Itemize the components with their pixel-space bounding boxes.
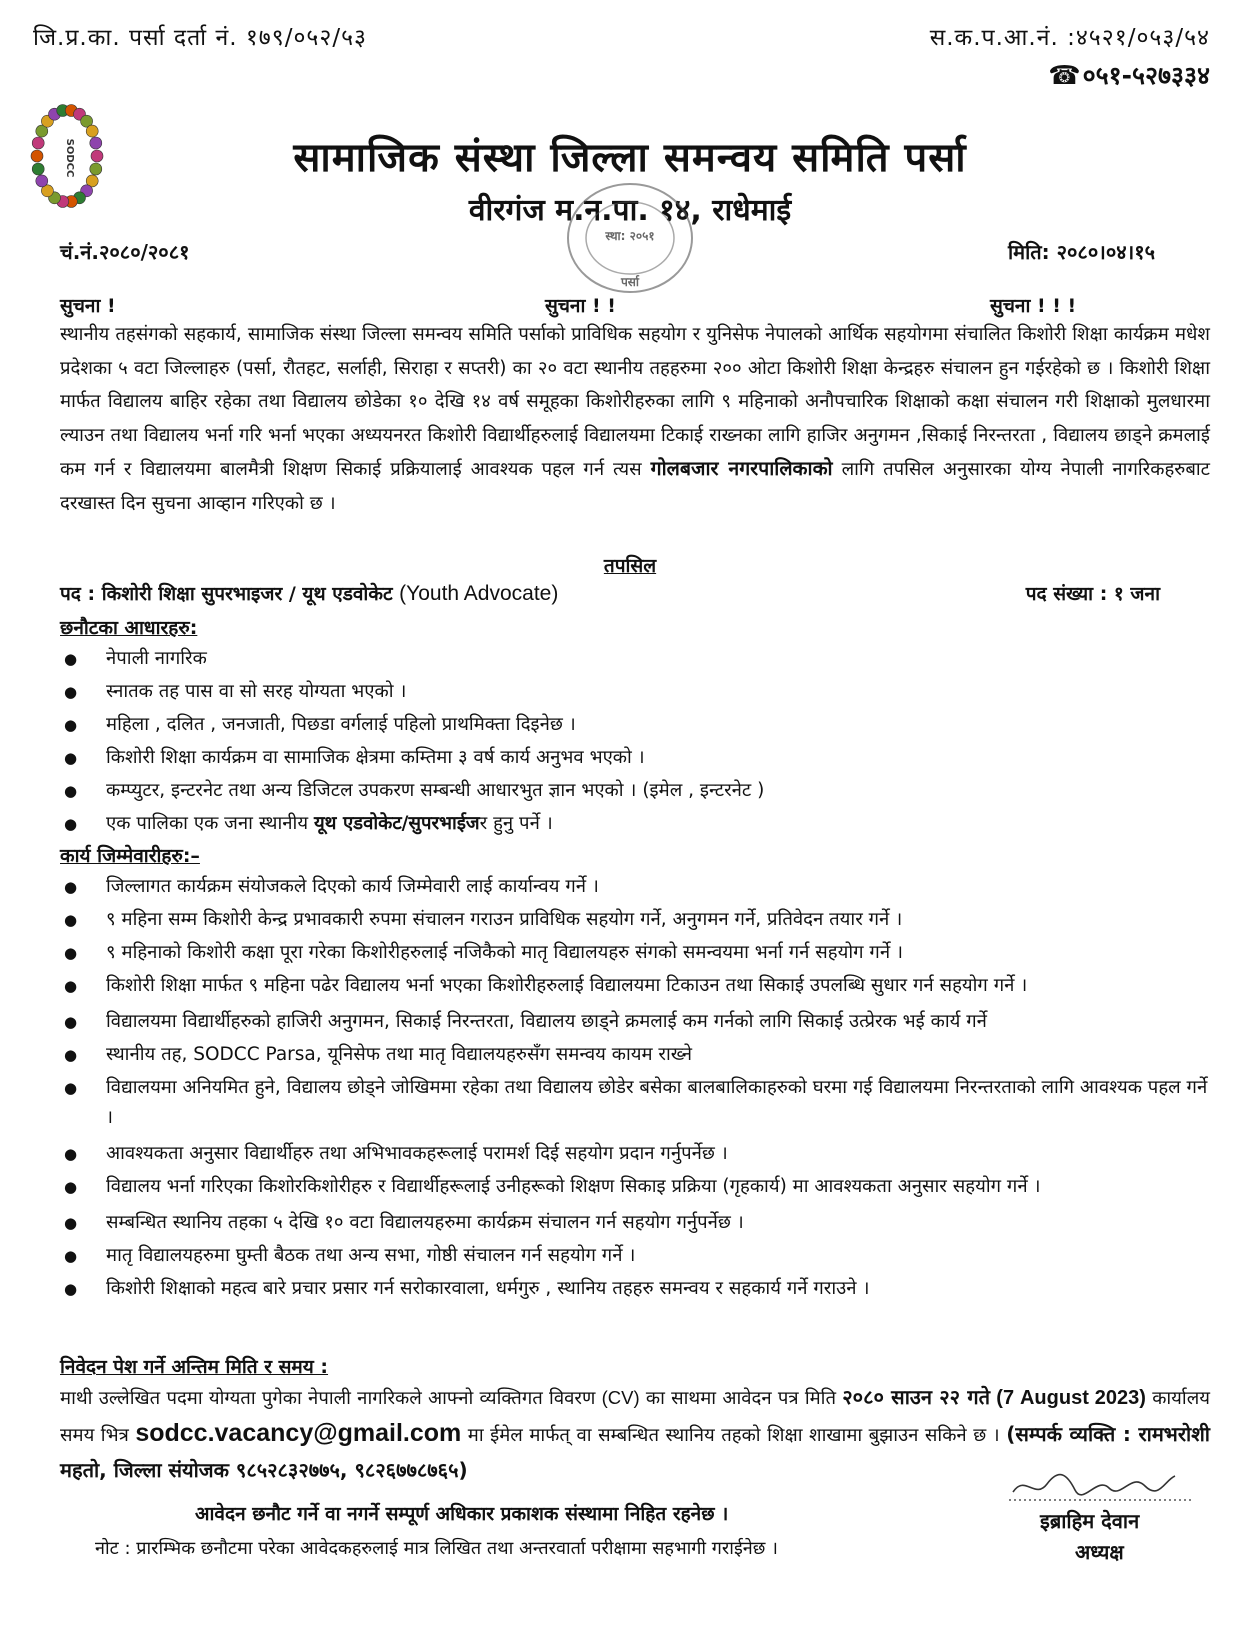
contact-person: (सम्पर्क व्यक्ति : रामभरोशी महतो, जिल्ला संयोजक ९८५२८३२७७५, ९८२६७७८७६५) <box>60 1422 1210 1482</box>
deadline-heading: निवेदन पेश गर्ने अन्तिम मिति र समय : <box>60 1356 329 1378</box>
signatory-name: इब्राहिम देवान <box>1040 1509 1140 1533</box>
list-item: ● महिला , दलित , जनजाती, पिछडा वर्गलाई पहिलो प्राथमिक्ता दिइनेछ । <box>60 710 1210 743</box>
post-label: पद : किशोरी शिक्षा सुपरभाइजर / यूथ एडवोकेट <box>60 583 393 605</box>
deadline-text-2: का साथमा आवेदन पत्र मिति <box>645 1388 837 1409</box>
deadline-text-4: मा ईमेल मार्फत् वा सम्बन्धित स्थानिय तहको शिक्षा शाखामा बुझाउन सकिने छ । <box>467 1425 1000 1446</box>
list-item: ● आवश्यकता अनुसार विद्यार्थीहरु तथा अभिभावकहरूलाई परामर्श दिई सहयोग प्रदान गर्नुपर्नेछ । <box>60 1139 1210 1169</box>
seal-text: स्था: २०५१ <box>605 229 655 243</box>
list-item: ● नेपाली नागरिक <box>60 644 1210 677</box>
authority-statement: आवेदन छनौट गर्ने वा नगर्ने सम्पूर्ण अधिकार प्रकाशक संस्थामा निहित रहनेछ । <box>195 1503 729 1525</box>
list-item <box>60 809 1210 842</box>
deadline-text-3: कार्यालय समय भित्र <box>60 1388 1210 1446</box>
intro-text-2: लागि तपसिल अनुसारका योग्य नेपाली नागरिकहरुबाट दरखास्त दिन सुचना आव्हान गरिएको छ । <box>60 459 1211 514</box>
organization-seal <box>560 178 700 298</box>
post-label-english: (Youth Advocate) <box>399 582 559 605</box>
list-item: ● किशोरी शिक्षा मार्फत ९ महिना पढेर विद्यालय भर्ना भएका किशोरीहरुलाई विद्यालयमा टिकाउन तथा सिकाई उपलब्धि सुधार गर्न सहयोग गर्ने । <box>60 971 1210 1001</box>
note-text: नोट : प्रारम्भिक छनौटमा परेका आवेदकहरुलाई मात्र लिखित तथा अन्तरवार्ता परीक्षामा सहभागी गराईनेछ । <box>95 1538 778 1559</box>
registration-number: जि.प्र.का. पर्सा दर्ता नं. १७९/०५२/५३ <box>33 25 368 51</box>
tax-number: स.क.प.आ.नं. :४५२१/०५३/५४ <box>929 25 1210 51</box>
phone-line <box>1048 58 1210 92</box>
deadline-text-1: माथी उल्लेखित पदमा योग्यता पुगेका नेपाली नागरिकले आफ्नो व्यक्तिगत विवरण <box>60 1388 596 1409</box>
telephone-icon: ☎ <box>1048 61 1081 91</box>
notice-label-1: सुचना ! <box>60 295 116 317</box>
list-item: ● विद्यालयमा अनियमित हुने, विद्यालय छोड्ने जोखिममा रहेका तथा विद्यालय छोडेर बसेका बालबालिकाहरुको घरमा गई विद्यालयमा निरन्तरताको लागि आवश्यक पहल गर्ने । <box>60 1073 1210 1133</box>
responsibilities-list <box>60 872 1210 1307</box>
notice-label-3: सुचना ! ! ! <box>990 295 1077 317</box>
selection-criteria-list <box>60 644 1210 842</box>
list-item: ● मातृ विद्यालयहरुमा घुम्ती बैठक तथा अन्य सभा, गोष्ठी संचालन गर्न सहयोग गर्ने । <box>60 1241 1210 1271</box>
intro-paragraph <box>60 318 1210 520</box>
list-item: ● स्थानीय तह, SODCC Parsa, यूनिसेफ तथा मातृ विद्यालयहरुसँग समन्वय कायम राख्ने <box>60 1040 1210 1070</box>
list-item: ● विद्यालयमा विद्यार्थीहरुको हाजिरी अनुगमन, सिकाई निरन्तरता, विद्यालय छाड्ने क्रमलाई कम गर्नको लागि सिकाई उत्प्रेरक भई कार्य गर्ने <box>60 1007 1210 1037</box>
list-item: ● ९ महिनाको किशोरी कक्षा पूरा गरेका किशोरीहरुलाई नजिकैको मातृ विद्यालयहरु संगको समन्वयमा भर्ना गर्न सहयोग गर्ने । <box>60 938 1210 968</box>
deadline-date-english: (7 August 2023) <box>996 1387 1146 1409</box>
list-item: ● स्नातक तह पास वा सो सरह योग्यता भएको । <box>60 677 1210 710</box>
reference-number: चं.नं.२०८०/२०८१ <box>60 240 190 264</box>
organization-address: वीरगंज म.न.पा. १४, राधेमाई <box>468 193 792 228</box>
post-title <box>60 580 558 606</box>
responsibilities-heading: कार्य जिम्मेवारीहरु:– <box>60 845 200 867</box>
signature <box>1005 1466 1195 1506</box>
intro-text-1: स्थानीय तहसंगको सहकार्य, सामाजिक संस्था जिल्ला समन्वय समिति पर्साको प्राविधिक सहयोग र युनिसेफ नेपालको आर्थिक सहयोगमा संचालित किशोरी शिक्षा कार्यक्रम मधेश प्रदेशका ५ वटा जिल्लाहरु (पर्सा, रौतहट, सर्लाही, सिराहा र सप्तरी) का २० वटा स्थानीय तहहरुमा २०० ओटा किशोरी शिक्षा केन्द्रहरु संचालन हुन गईरहेको छ । किशोरी शिक्षा मार्फत विद्यालय बाहिर रहेका तथा विद्यालय छोडेका १० देखि १४ वर्ष समूहका किशोरीहरुका लागि ९ महिनाको अनौपचारिक शिक्षाको कक्षा संचालन गरी शिक्षाको मुलधारमा ल्याउन तथा विद्यालय भर्ना गरि भर्ना भएका अध्ययनरत किशोरी विद्यार्थीहरुलाई विद्यालयमा टिकाई राख्नका लागि हाजिर अनुगमन ,सिकाई निरन्तरता , विद्यालय छाड्ने क्रमलाई कम गर्न र विद्यालयमा बालमैत्री शिक्षण सिकाई प्रक्रियालाई आवश्यक पहल गर्न त्यस <box>60 324 1210 480</box>
list-item: ● किशोरी शिक्षा कार्यक्रम वा सामाजिक क्षेत्रमा कम्तिमा ३ वर्ष कार्य अनुभव भएको । <box>60 743 1210 776</box>
list-item-text: र हुनु पर्ने । <box>479 813 553 834</box>
list-item-text: एक पालिका एक जना स्थानीय <box>106 813 309 834</box>
list-item: ● सम्बन्धित स्थानिय तहका ५ देखि १० वटा विद्यालयहरुमा कार्यक्रम संचालन गर्न सहयोग गर्नुपर्नेछ । <box>60 1208 1210 1238</box>
phone-number: ०५१-५२७३३४ <box>1082 61 1210 90</box>
list-item: ● जिल्लागत कार्यक्रम संयोजकले दिएको कार्य जिम्मेवारी लाई कार्यान्वय गर्ने । <box>60 872 1210 902</box>
notice-label-2: सुचना ! ! <box>545 295 616 317</box>
logo-text: SODCC <box>64 138 75 178</box>
post-count: पद संख्या : १ जना <box>1025 583 1160 605</box>
list-item: ● ९ महिना सम्म किशोरी केन्द्र प्रभावकारी रुपमा संचालन गराउन प्राविधिक सहयोग गर्ने, अनुगमन गर्ने, प्रतिवेदन तयार गर्ने । <box>60 905 1210 935</box>
seal-bottom-text: पर्सा <box>620 275 640 289</box>
list-item: ● विद्यालय भर्ना गरिएका किशोरकिशोरीहरु र विद्यार्थीहरूलाई उनीहरूको शिक्षण सिकाइ प्रक्रिया (गृहकार्य) मा आवश्यकता अनुसार सहयोग गर्ने । <box>60 1172 1210 1202</box>
notice-date: मिति: २०८०।०४।१५ <box>1007 240 1155 264</box>
signatory-title: अध्यक्ष <box>1075 1540 1124 1564</box>
list-item: ● कम्प्युटर, इन्टरनेट तथा अन्य डिजिटल उपकरण सम्बन्धी आधारभुत ज्ञान भएको । (इमेल , इन्टरनेट ) <box>60 776 1210 809</box>
organization-name: सामाजिक संस्था जिल्ला समन्वय समिति पर्सा <box>293 135 967 181</box>
municipality-name: गोलबजार नगरपालिकाको <box>650 457 833 480</box>
vacancy-email[interactable]: sodcc.vacancy@gmail.com <box>135 1419 462 1447</box>
details-heading: तपसिल <box>603 555 657 577</box>
selection-criteria-heading: छनौटका आधारहरु: <box>60 617 198 639</box>
deadline-date-nepali: २०८० साउन २२ गते <box>842 1385 991 1409</box>
cv-text: (CV) <box>601 1387 640 1408</box>
post-row <box>60 580 1160 612</box>
list-item: ● किशोरी शिक्षाको महत्व बारे प्रचार प्रसार गर्न सरोकारवाला, धर्मगुरु , स्थानिय तहहरु समन्वय र सहकार्य गर्ने गराउने । <box>60 1274 1210 1304</box>
list-item-bold: यूथ एडवोकेट/सुपरभाईज <box>313 813 480 834</box>
